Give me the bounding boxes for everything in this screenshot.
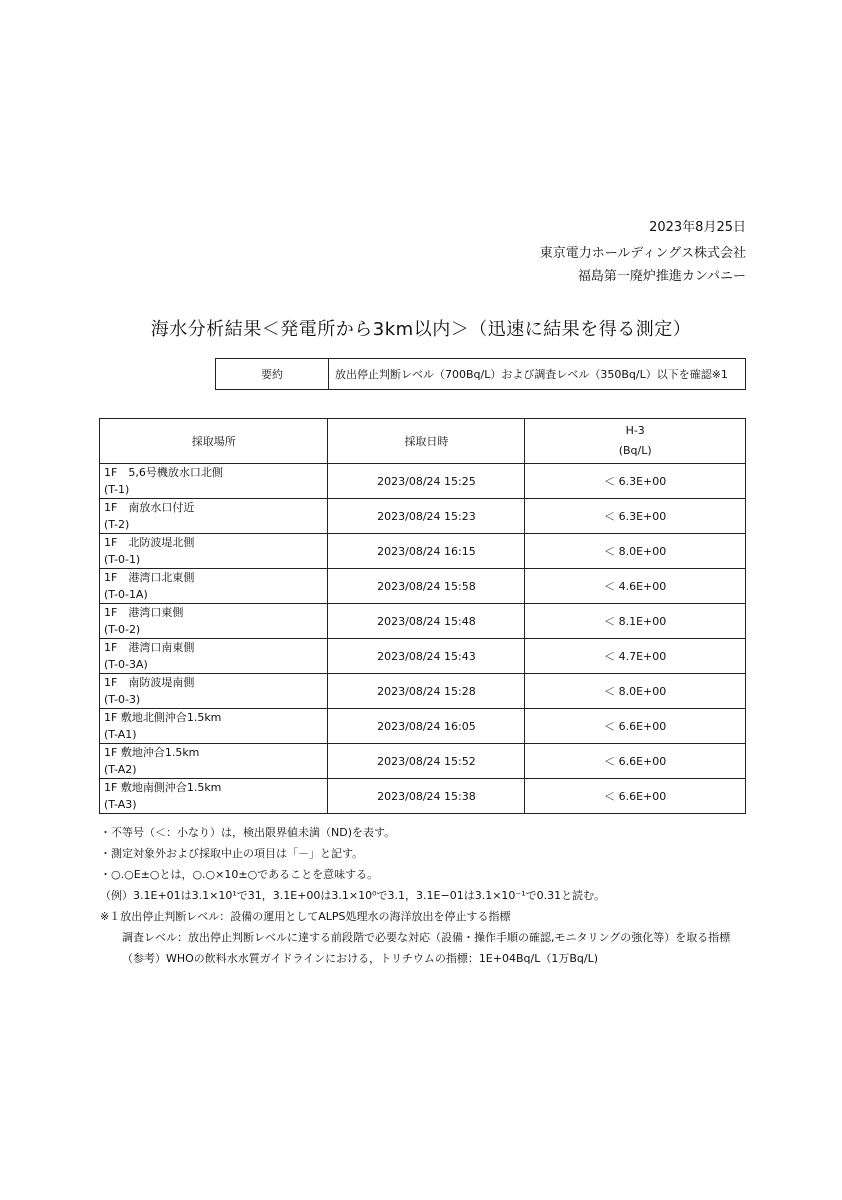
header-location: 採取場所 xyxy=(100,419,328,464)
organization-name: 東京電力ホールディングス株式会社 xyxy=(539,246,746,261)
location-code: (T-0-3A) xyxy=(104,658,148,671)
header-datetime: 採取日時 xyxy=(328,419,525,464)
table-row xyxy=(100,779,746,814)
table-row xyxy=(100,499,746,534)
location-name: 1F 港湾口北東側 xyxy=(104,571,195,584)
table-row xyxy=(100,639,746,674)
datetime-cell: 2023/08/24 15:25 xyxy=(328,464,525,499)
datetime-cell: 2023/08/24 16:15 xyxy=(328,534,525,569)
datetime-cell: 2023/08/24 15:38 xyxy=(328,779,525,814)
header-h3 xyxy=(525,419,746,464)
header-h3-unit: (Bq/L) xyxy=(618,444,652,457)
datetime-cell: 2023/08/24 15:23 xyxy=(328,499,525,534)
location-code: (T-0-1) xyxy=(104,553,141,566)
value-cell: ＜ 8.0E+00 xyxy=(525,534,746,569)
location-cell xyxy=(100,604,328,639)
document-date: 2023年8月25日 xyxy=(649,220,746,235)
location-code: (T-0-1A) xyxy=(104,588,148,601)
summary-text: 放出停止判断レベル（700Bq/L）および調査レベル（350Bq/L）以下を確認※1 xyxy=(335,368,728,381)
location-code: (T-A1) xyxy=(104,728,137,741)
datetime-cell: 2023/08/24 15:58 xyxy=(328,569,525,604)
value-cell: ＜ 6.3E+00 xyxy=(525,464,746,499)
value-cell: ＜ 4.6E+00 xyxy=(525,569,746,604)
location-code: (T-1) xyxy=(104,483,130,496)
value-cell: ＜ 4.7E+00 xyxy=(525,639,746,674)
location-cell xyxy=(100,744,328,779)
location-code: (T-A2) xyxy=(104,763,137,776)
location-name: 1F 敷地北側沖合1.5km xyxy=(104,711,222,724)
location-cell xyxy=(100,779,328,814)
note-investigation-level: 調査レベル：放出停止判断レベルに達する前段階で必要な対応（設備・操作手順の確認,モニタリングの強化等）を取る指標 xyxy=(122,931,731,944)
location-code: (T-2) xyxy=(104,518,130,531)
location-cell xyxy=(100,534,328,569)
location-name: 1F 北防波堤北側 xyxy=(104,536,195,549)
note-inequality: ・不等号（＜：小なり）は，検出限界値未満（ND)を表す。 xyxy=(100,826,396,839)
location-name: 1F 港湾口南東側 xyxy=(104,641,195,654)
location-cell xyxy=(100,464,328,499)
notes-section xyxy=(100,822,730,969)
table-header-row xyxy=(100,419,746,464)
table-row xyxy=(100,709,746,744)
datetime-cell: 2023/08/24 15:52 xyxy=(328,744,525,779)
results-table xyxy=(99,418,746,814)
datetime-cell: 2023/08/24 16:05 xyxy=(328,709,525,744)
summary-box xyxy=(215,358,746,390)
location-name: 1F 5,6号機放水口北側 xyxy=(104,466,223,479)
location-name: 1F 敷地南側沖合1.5km xyxy=(104,781,222,794)
header-h3-name: H-3 xyxy=(625,424,645,437)
table-row xyxy=(100,604,746,639)
location-name: 1F 港湾口東側 xyxy=(104,606,184,619)
table-row xyxy=(100,569,746,604)
note-excluded: ・測定対象外および採取中止の項目は「－」と記す。 xyxy=(100,847,364,860)
location-code: (T-0-3) xyxy=(104,693,141,706)
note-example: （例）3.1E+01は3.1×10¹で31，3.1E+00は3.1×10⁰で3.1，3.1E−01は3.1×10⁻¹で0.31と読む。 xyxy=(100,889,606,902)
table-row xyxy=(100,464,746,499)
value-cell: ＜ 6.6E+00 xyxy=(525,709,746,744)
note-who-reference: （参考）WHOの飲料水水質ガイドラインにおける，トリチウムの指標：1E+04Bq/L（1万Bq/L) xyxy=(122,952,598,965)
location-cell xyxy=(100,499,328,534)
table-row xyxy=(100,744,746,779)
location-cell xyxy=(100,709,328,744)
location-code: (T-0-2) xyxy=(104,623,141,636)
location-cell xyxy=(100,569,328,604)
location-name: 1F 敷地沖合1.5km xyxy=(104,746,200,759)
summary-label: 要約 xyxy=(216,359,329,389)
table-row xyxy=(100,534,746,569)
note-stop-level: ※１放出停止判断レベル：設備の運用としてALPS処理水の海洋放出を停止する指標 xyxy=(100,910,511,923)
datetime-cell: 2023/08/24 15:43 xyxy=(328,639,525,674)
organization-division: 福島第一廃炉推進カンパニー xyxy=(577,269,746,284)
note-notation: ・○.○E±○とは，○.○×10±○であることを意味する。 xyxy=(100,868,379,881)
document-title: 海水分析結果＜発電所から3km以内＞（迅速に結果を得る測定） xyxy=(150,319,692,340)
value-cell: ＜ 8.1E+00 xyxy=(525,604,746,639)
value-cell: ＜ 6.6E+00 xyxy=(525,744,746,779)
value-cell: ＜ 8.0E+00 xyxy=(525,674,746,709)
location-cell xyxy=(100,639,328,674)
value-cell: ＜ 6.3E+00 xyxy=(525,499,746,534)
table-row xyxy=(100,674,746,709)
datetime-cell: 2023/08/24 15:48 xyxy=(328,604,525,639)
location-name: 1F 南防波堤南側 xyxy=(104,676,195,689)
location-code: (T-A3) xyxy=(104,798,137,811)
location-cell xyxy=(100,674,328,709)
value-cell: ＜ 6.6E+00 xyxy=(525,779,746,814)
location-name: 1F 南放水口付近 xyxy=(104,501,195,514)
datetime-cell: 2023/08/24 15:28 xyxy=(328,674,525,709)
